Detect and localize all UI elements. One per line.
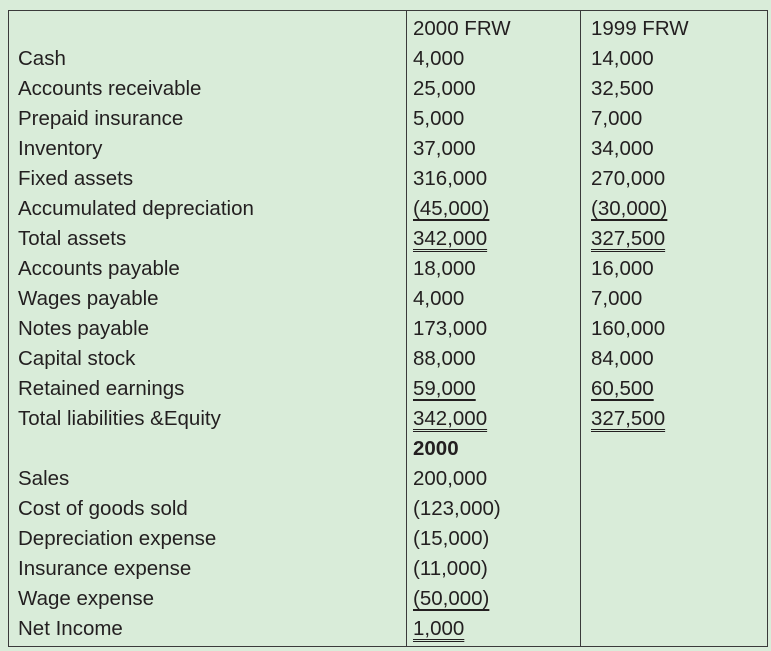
value-2000: 316,000 (413, 167, 488, 190)
row-label: Accounts receivable (18, 77, 202, 100)
row-label: Total liabilities &Equity (18, 407, 221, 430)
value-1999: 270,000 (591, 167, 666, 190)
row-label: Cash (18, 47, 66, 70)
value-1999: 60,500 (591, 377, 654, 400)
column-divider-2 (580, 10, 581, 647)
value-2000: (15,000) (413, 527, 490, 550)
row-label: Capital stock (18, 347, 136, 370)
row-label: Sales (18, 467, 70, 490)
row-label: Accounts payable (18, 257, 180, 280)
value-1999: 16,000 (591, 257, 654, 280)
row-label: Net Income (18, 617, 123, 640)
value-2000: 18,000 (413, 257, 476, 280)
value-1999: (30,000) (591, 197, 668, 220)
value-1999: 14,000 (591, 47, 654, 70)
value-2000: 5,000 (413, 107, 465, 130)
value-1999: 160,000 (591, 317, 666, 340)
value-2000: 88,000 (413, 347, 476, 370)
value-2000: 4,000 (413, 287, 465, 310)
value-1999: 7,000 (591, 107, 643, 130)
value-2000: 342,000 (413, 407, 488, 430)
row-label: Accumulated depreciation (18, 197, 254, 220)
value-1999: 34,000 (591, 137, 654, 160)
row-label: Retained earnings (18, 377, 185, 400)
value-2000: (11,000) (413, 557, 488, 580)
row-label: Wage expense (18, 587, 154, 610)
value-1999: 32,500 (591, 77, 654, 100)
value-2000: 37,000 (413, 137, 476, 160)
row-label: Cost of goods sold (18, 497, 188, 520)
value-2000: 1,000 (413, 617, 465, 640)
income-header-2000: 2000 (413, 437, 459, 460)
value-2000: 200,000 (413, 467, 488, 490)
column-divider-1 (406, 10, 407, 647)
row-label: Wages payable (18, 287, 159, 310)
row-label: Insurance expense (18, 557, 192, 580)
header-1999: 1999 FRW (591, 17, 689, 40)
value-2000: 342,000 (413, 227, 488, 250)
value-2000: 59,000 (413, 377, 476, 400)
row-label: Fixed assets (18, 167, 134, 190)
row-label: Inventory (18, 137, 103, 160)
value-2000: (123,000) (413, 497, 501, 520)
row-label: Total assets (18, 227, 127, 250)
value-1999: 7,000 (591, 287, 643, 310)
value-1999: 84,000 (591, 347, 654, 370)
row-label: Prepaid insurance (18, 107, 184, 130)
value-2000: 25,000 (413, 77, 476, 100)
value-2000: 4,000 (413, 47, 465, 70)
value-2000: (45,000) (413, 197, 490, 220)
header-2000: 2000 FRW (413, 17, 511, 40)
value-2000: (50,000) (413, 587, 490, 610)
value-1999: 327,500 (591, 227, 666, 250)
row-label: Notes payable (18, 317, 150, 340)
row-label: Depreciation expense (18, 527, 217, 550)
value-2000: 173,000 (413, 317, 488, 340)
value-1999: 327,500 (591, 407, 666, 430)
